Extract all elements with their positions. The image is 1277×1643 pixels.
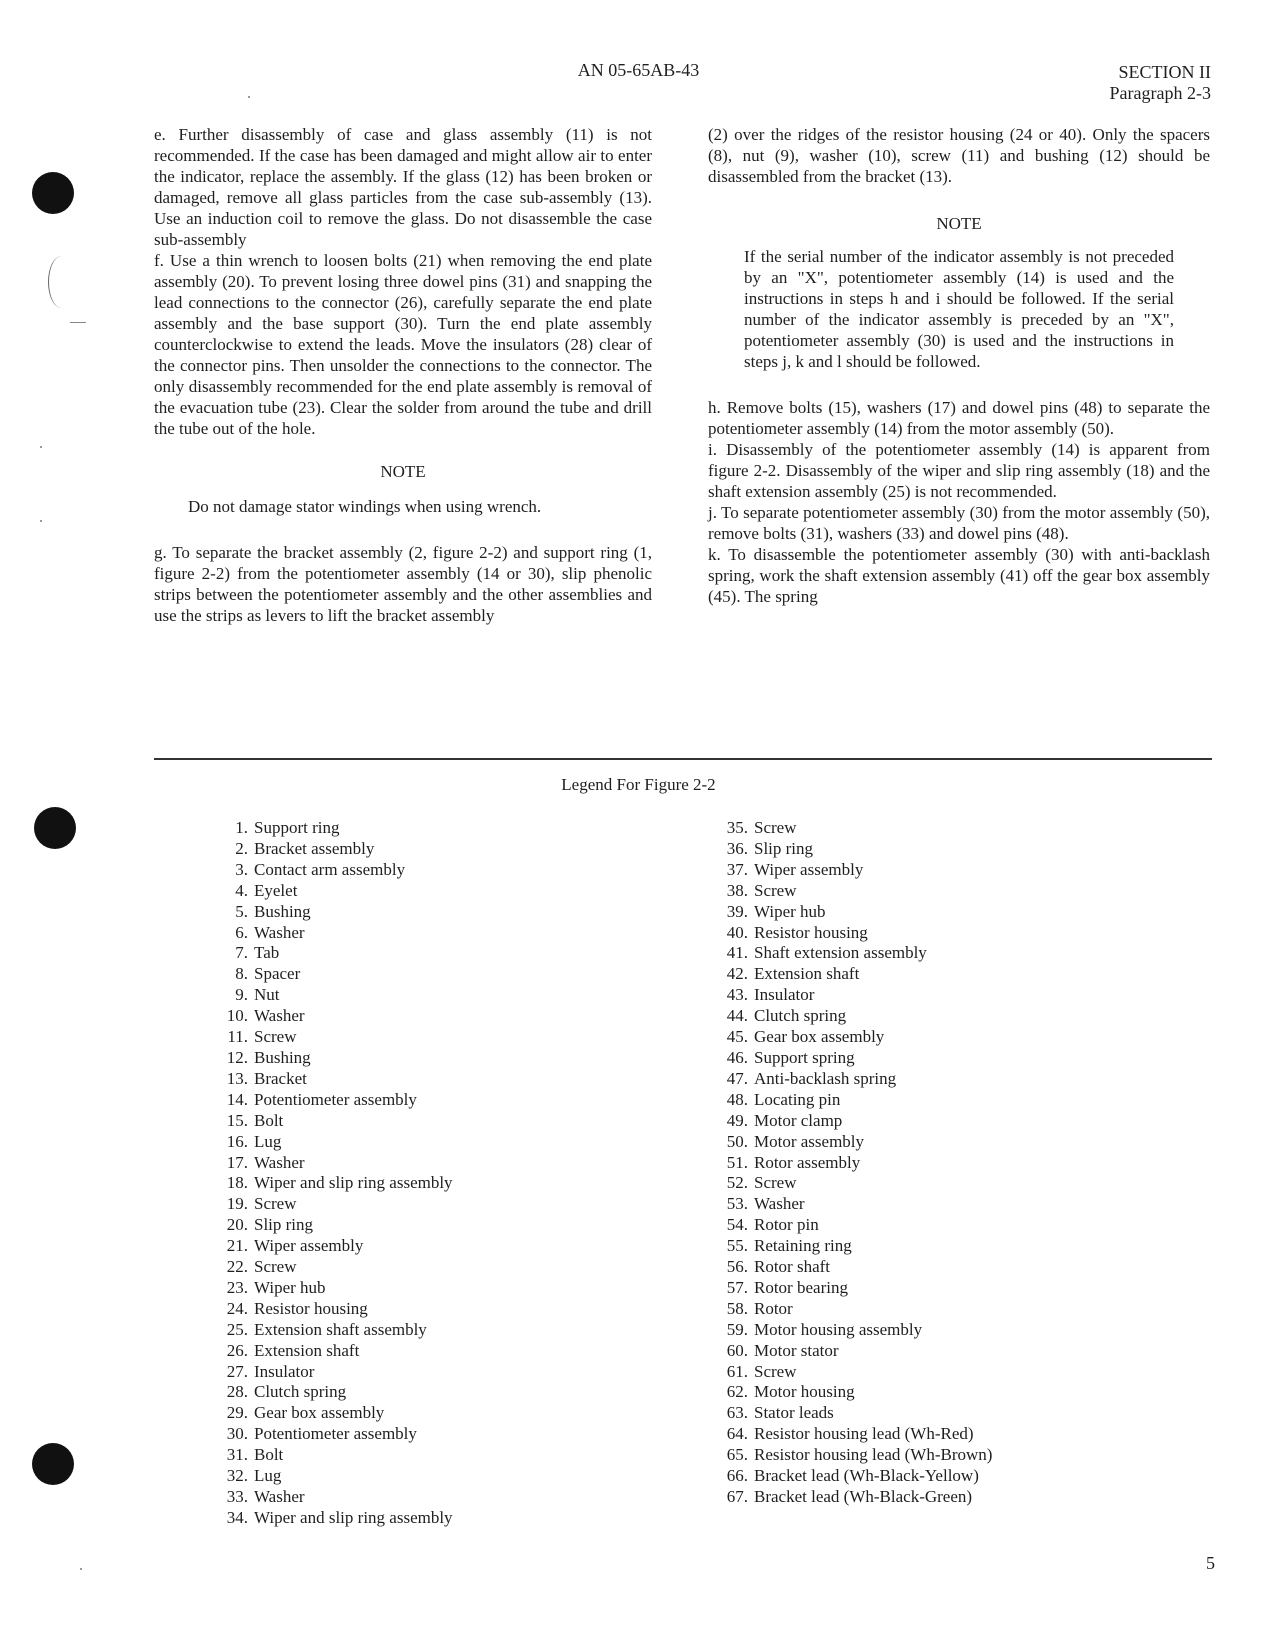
legend-item: 66. Bracket lead (Wh-Black-Yellow) bbox=[726, 1466, 979, 1486]
legend-item: 17. Washer bbox=[226, 1152, 305, 1172]
legend-item: 61. Screw bbox=[726, 1361, 797, 1381]
legend-item: 60. Motor stator bbox=[726, 1340, 839, 1360]
binder-ring-mark bbox=[48, 256, 75, 308]
legend-item: 5. Bushing bbox=[235, 901, 311, 921]
legend-item: 13. Bracket bbox=[226, 1068, 307, 1088]
legend-item: 49. Motor clamp bbox=[726, 1110, 843, 1130]
paragraph-j: j. To separate potentiometer assembly (30) from the motor assembly (50), remove bolts (31), washers (33) and dowel pins (48). bbox=[708, 503, 1210, 543]
legend-item: 10. Washer bbox=[226, 1006, 305, 1026]
legend-item: 15. Bolt bbox=[226, 1110, 284, 1130]
legend-item: 47. Anti-backlash spring bbox=[726, 1068, 897, 1088]
legend-item: 9. Nut bbox=[235, 985, 280, 1005]
legend-item: 2. Bracket assembly bbox=[235, 838, 375, 858]
legend-item: 34. Wiper and slip ring assembly bbox=[226, 1507, 453, 1527]
legend-item: 54. Rotor pin bbox=[726, 1215, 819, 1235]
legend-item: 38. Screw bbox=[726, 880, 797, 900]
legend-item: 58. Rotor bbox=[726, 1298, 793, 1318]
note-title: NOTE bbox=[380, 462, 426, 481]
legend-item: 37. Wiper assembly bbox=[726, 859, 864, 879]
legend-item: 35. Screw bbox=[726, 818, 797, 837]
legend-item: 45. Gear box assembly bbox=[726, 1027, 885, 1047]
scan-speck bbox=[248, 96, 250, 98]
paragraph-h: h. Remove bolts (15), washers (17) and dowel pins (48) to separate the potentiometer assembly (14) from the motor assembly (50). bbox=[708, 398, 1210, 438]
legend-item: 52. Screw bbox=[726, 1173, 797, 1193]
legend-item: 32. Lug bbox=[226, 1466, 282, 1486]
paragraph-k: k. To disassemble the potentiometer assembly (30) with anti-backlash spring, work the shaft extension assembly (41) off the gear box assembly (45). The spring bbox=[708, 545, 1210, 606]
legend-item: 25. Extension shaft assembly bbox=[226, 1319, 427, 1339]
legend-item: 26. Extension shaft bbox=[226, 1340, 360, 1360]
legend-item: 65. Resistor housing lead (Wh-Brown) bbox=[726, 1445, 993, 1465]
legend-title: Legend For Figure 2-2 bbox=[561, 775, 716, 794]
scan-speck bbox=[80, 1568, 82, 1570]
legend-item: 22. Screw bbox=[226, 1257, 297, 1277]
left-text-column bbox=[154, 124, 652, 626]
legend-item: 50. Motor assembly bbox=[726, 1131, 865, 1151]
legend-item: 41. Shaft extension assembly bbox=[726, 943, 927, 963]
legend-item: 7. Tab bbox=[235, 943, 280, 963]
legend-list-right bbox=[700, 818, 1160, 1508]
legend-item: 4. Eyelet bbox=[235, 880, 298, 900]
legend-item: 33. Washer bbox=[226, 1487, 305, 1506]
section-divider bbox=[154, 758, 1212, 760]
legend-item: 23. Wiper hub bbox=[226, 1277, 326, 1297]
legend-item: 24. Resistor housing bbox=[226, 1298, 368, 1318]
binder-hole-top bbox=[32, 172, 74, 214]
paragraph-g-continued: (2) over the ridges of the resistor housing (24 or 40). Only the spacers (8), nut (9), washer (10), screw (11) and bushing (12) should be disassembled from the bracket (13). bbox=[708, 125, 1210, 186]
legend-item: 20. Slip ring bbox=[226, 1215, 314, 1235]
legend-list-left bbox=[200, 818, 640, 1529]
legend-item: 39. Wiper hub bbox=[726, 901, 826, 921]
binder-hole-bottom bbox=[32, 1443, 74, 1485]
scan-speck bbox=[40, 520, 42, 522]
paragraph-i: i. Disassembly of the potentiometer assembly (14) is apparent from figure 2-2. Disassembly of the wiper and slip ring assembly (18) and the shaft extension assembly (25) is not recommended. bbox=[708, 440, 1210, 501]
legend-item: 67. Bracket lead (Wh-Black-Green) bbox=[726, 1487, 973, 1506]
legend-item: 57. Rotor bearing bbox=[726, 1277, 848, 1297]
legend-item: 6. Washer bbox=[235, 922, 305, 942]
legend-item: 31. Bolt bbox=[226, 1445, 284, 1465]
legend-item: 29. Gear box assembly bbox=[226, 1403, 385, 1423]
legend-item: 18. Wiper and slip ring assembly bbox=[226, 1173, 453, 1193]
legend-item: 64. Resistor housing lead (Wh-Red) bbox=[726, 1424, 974, 1444]
paragraph-label: Paragraph 2-3 bbox=[1109, 83, 1211, 103]
legend-item: 62. Motor housing bbox=[726, 1382, 855, 1402]
legend-item: 16. Lug bbox=[226, 1131, 282, 1151]
note-title: NOTE bbox=[936, 214, 982, 233]
legend-item: 1. Support ring bbox=[235, 818, 340, 837]
legend-item: 63. Stator leads bbox=[726, 1403, 834, 1423]
legend-item: 55. Retaining ring bbox=[726, 1236, 852, 1256]
legend-item: 11. Screw bbox=[227, 1027, 297, 1047]
binder-hole-middle bbox=[34, 807, 76, 849]
legend-item: 48. Locating pin bbox=[726, 1089, 841, 1109]
note-body: Do not damage stator windings when using wrench. bbox=[188, 497, 542, 516]
legend-item: 59. Motor housing assembly bbox=[726, 1319, 923, 1339]
section-header bbox=[1110, 62, 1211, 104]
section-label: SECTION II bbox=[1118, 62, 1211, 82]
legend-item: 8. Spacer bbox=[235, 964, 301, 984]
legend-item: 27. Insulator bbox=[226, 1361, 315, 1381]
legend-item: 42. Extension shaft bbox=[726, 964, 860, 984]
legend-item: 46. Support spring bbox=[726, 1047, 855, 1067]
right-text-column bbox=[708, 124, 1210, 607]
legend-item: 30. Potentiometer assembly bbox=[226, 1424, 417, 1444]
paragraph-g: g. To separate the bracket assembly (2, figure 2-2) and support ring (1, figure 2-2) from the potentiometer assembly (14 or 30), slip phenolic strips between the potentiometer assembly and the other assemblies and use the strips as levers to lift the bracket assembly bbox=[154, 543, 652, 625]
legend-item: 19. Screw bbox=[226, 1194, 297, 1214]
scan-speck bbox=[40, 446, 42, 448]
legend-item: 36. Slip ring bbox=[726, 838, 814, 858]
legend-item: 21. Wiper assembly bbox=[226, 1236, 364, 1256]
legend-item: 44. Clutch spring bbox=[726, 1006, 847, 1026]
legend-item: 28. Clutch spring bbox=[226, 1382, 347, 1402]
document-number: AN 05-65AB-43 bbox=[577, 60, 700, 80]
paragraph-f: f. Use a thin wrench to loosen bolts (21) when removing the end plate assembly (20). To prevent losing three dowel pins (31) and snapping the lead connections to the connector (26), carefully separate the end plate assembly and the base support (30). Turn the end plate assembly counterclockwise to extend the leads. Move the insulators (28) clear of the connector pins. Then unsolder the connections to the connector. The only disassembly recommended for the end plate assembly is removal of the evacuation tube (23). Clear the solder from around the tube and drill the tube out of the hole. bbox=[154, 251, 652, 438]
margin-mark bbox=[70, 322, 86, 323]
legend-item: 12. Bushing bbox=[226, 1047, 311, 1067]
legend-item: 40. Resistor housing bbox=[726, 922, 868, 942]
page-number: 5 bbox=[1206, 1553, 1215, 1573]
paragraph-e: e. Further disassembly of case and glass assembly (11) is not recommended. If the case has been damaged and might allow air to enter the indicator, replace the assembly. If the glass (12) has been broken or damaged, remove all glass particles from the case sub-assembly (13). Use an induction coil to remove the glass. Do not disassemble the case sub-assembly bbox=[154, 125, 652, 249]
legend-item: 43. Insulator bbox=[726, 985, 815, 1005]
note-body: If the serial number of the indicator assembly is not preceded by an "X", potentiometer assembly (14) is used and the instructions in steps h and i should be followed. If the serial number of the indicator assembly is preceded by an "X", potentiometer assembly (30) is used and the instructions in steps j, k and l should be followed. bbox=[744, 247, 1174, 371]
legend-item: 3. Contact arm assembly bbox=[235, 859, 406, 879]
legend-item: 56. Rotor shaft bbox=[726, 1257, 831, 1277]
legend-item: 51. Rotor assembly bbox=[726, 1152, 861, 1172]
legend-item: 14. Potentiometer assembly bbox=[226, 1089, 417, 1109]
legend-item: 53. Washer bbox=[726, 1194, 805, 1214]
